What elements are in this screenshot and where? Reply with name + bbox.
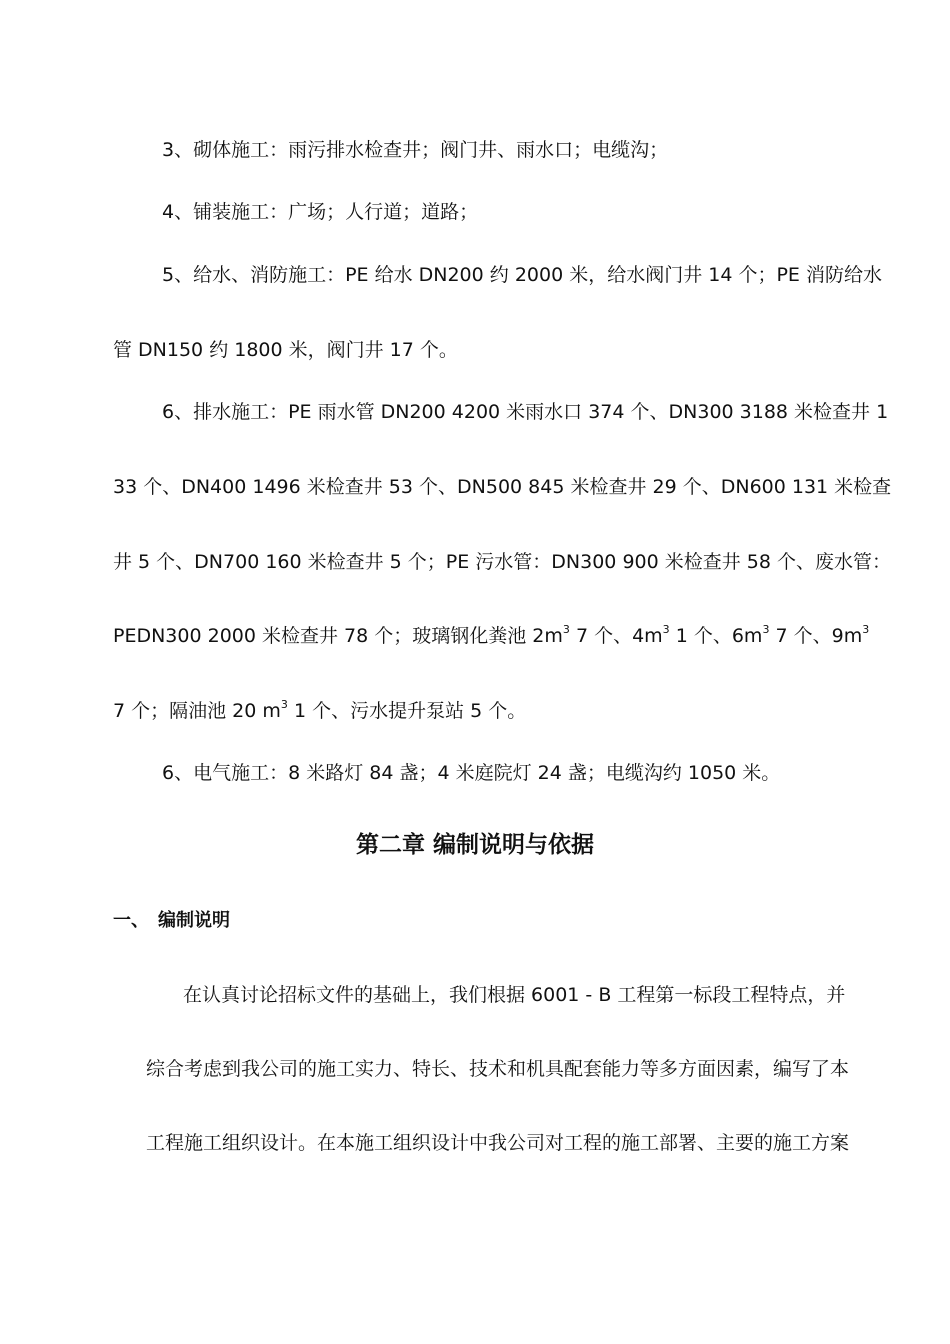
paragraph-electrical: 6、电气施工：8 米路灯 84 盏；4 米庭院灯 24 盏；电缆沟约 1050 米。 (162, 762, 781, 784)
paragraph-paving: 4、铺装施工：广场；人行道；道路； (162, 201, 479, 223)
paragraph-drainage-line2: 33 个、DN400 1496 米检查井 53 个、DN500 845 米检查井 29 个、DN600 131 米检查 (113, 476, 892, 498)
text-segment: 7 个；隔油池 20 m (113, 700, 281, 722)
superscript: 3 (280, 698, 288, 711)
text-segment: PEDN300 2000 米检查井 78 个；玻璃钢化粪池 2m (113, 625, 563, 647)
paragraph-drainage-line1: 6、排水施工：PE 雨水管 DN200 4200 米雨水口 374 个、DN300 3188 米检查井 1 (162, 401, 889, 423)
superscript: 3 (762, 623, 770, 636)
paragraph-drainage-line3: 井 5 个、DN700 160 米检查井 5 个；PE 污水管：DN300 900 米检查井 58 个、废水管： (113, 551, 891, 573)
section-heading (113, 909, 230, 933)
paragraph-water-supply-line1: 5、给水、消防施工：PE 给水 DN200 约 2000 米，给水阀门井 14 个；PE 消防给水 (162, 264, 882, 286)
text-segment: 1 个、污水提升泵站 5 个。 (287, 700, 527, 722)
text-segment: 1 个、6m (669, 625, 763, 647)
text-segment: 7 个、9m (769, 625, 863, 647)
paragraph-water-supply-line2: 管 DN150 约 1800 米，阀门井 17 个。 (113, 339, 458, 361)
text-segment: 7 个、4m (569, 625, 663, 647)
paragraph-drainage-line5 (113, 699, 526, 723)
superscript: 3 (862, 623, 870, 636)
paragraph-masonry: 3、砌体施工：雨污排水检查井；阀门井、雨水口；电缆沟； (162, 139, 669, 161)
paragraph-drainage-line4 (113, 624, 869, 648)
body-line-1: 在认真讨论招标文件的基础上，我们根据 6001 - B 工程第一标段工程特点，并 (183, 984, 846, 1006)
section-title: 编制说明 (158, 910, 230, 931)
body-line-2: 综合考虑到我公司的施工实力、特长、技术和机具配套能力等多方面因素，编写了本 (146, 1058, 850, 1080)
chapter-title: 第二章 编制说明与依据 (355, 832, 594, 858)
superscript: 3 (662, 623, 670, 636)
section-number: 一、 (113, 910, 149, 931)
superscript: 3 (562, 623, 570, 636)
body-line-3: 工程施工组织设计。在本施工组织设计中我公司对工程的施工部署、主要的施工方案 (146, 1132, 850, 1154)
